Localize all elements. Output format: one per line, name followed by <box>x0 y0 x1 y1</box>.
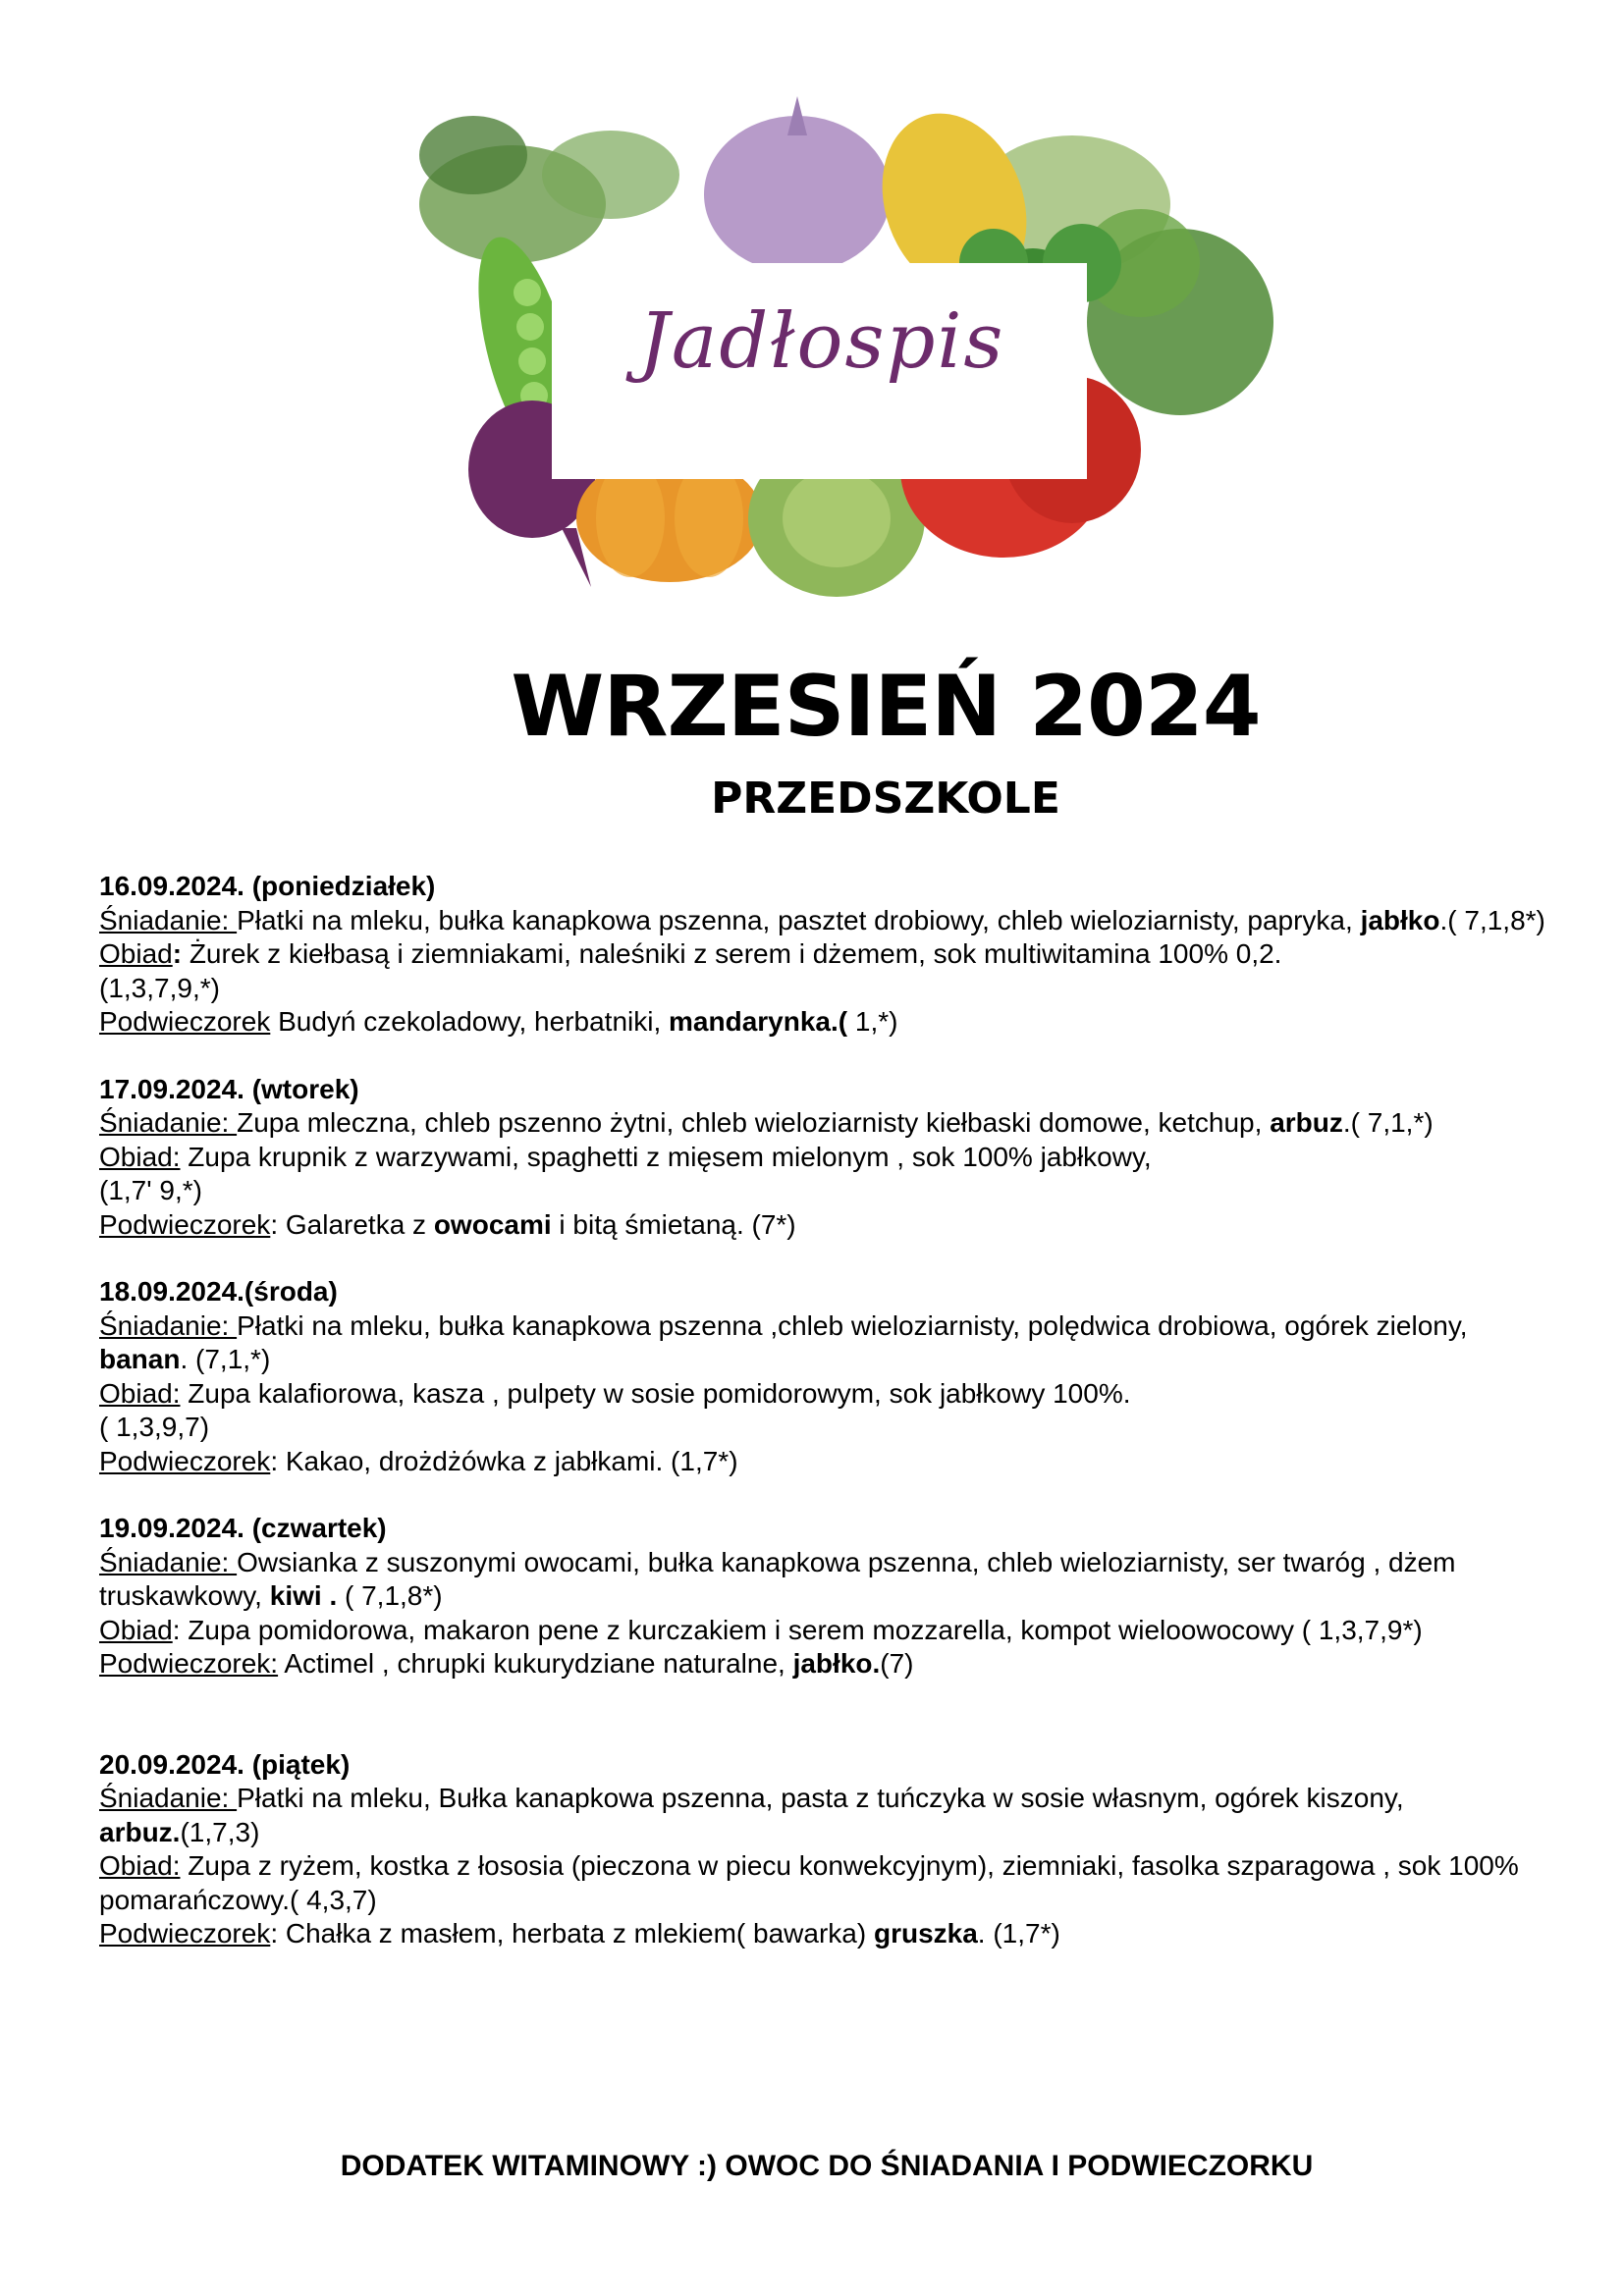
snack-text: Budyń czekoladowy, herbatniki, <box>270 1006 670 1037</box>
breakfast-label: Śniadanie: <box>99 1309 238 1341</box>
breakfast-label: Śniadanie: <box>99 1546 238 1577</box>
breakfast-line <box>99 1782 1552 1849</box>
snack-text: : Chałka z masłem, herbata z mlekiem( bawarka) <box>270 1918 874 1949</box>
lunch-line <box>99 1377 1552 1445</box>
breakfast-line <box>99 1106 1552 1141</box>
breakfast-fruit: kiwi . <box>269 1580 338 1611</box>
breakfast-line <box>99 1309 1552 1377</box>
page-subtitle: PRZEDSZKOLE <box>711 774 1060 824</box>
day-monday <box>99 870 1552 1040</box>
lunch-label: Obiad: <box>99 1141 181 1172</box>
breakfast-allergens: . (7,1,*) <box>180 1344 271 1374</box>
snack-fruit: jabłko. <box>792 1648 881 1679</box>
snack-label: Podwieczorek <box>99 1006 271 1037</box>
snack-line <box>99 1005 1552 1040</box>
lunch-allergens: ( 1,3,9,7) <box>99 1412 210 1442</box>
banner-title: Jadłospis <box>638 297 1005 386</box>
breakfast-fruit: arbuz. <box>99 1816 181 1847</box>
lunch-label: Obiad: <box>99 1377 181 1409</box>
breakfast-text: Zupa mleczna, chleb pszenno żytni, chleb wieloziarnisty kiełbaski domowe, ketchup, <box>237 1107 1271 1138</box>
breakfast-fruit: banan <box>99 1344 181 1374</box>
snack-fruit: gruszka <box>873 1918 978 1949</box>
lunch-allergens: (1,3,7,9,*) <box>99 972 220 1003</box>
lunch-line <box>99 1141 1552 1208</box>
lunch-line <box>99 1849 1552 1917</box>
snack-label: Podwieczorek: <box>99 1648 279 1679</box>
breakfast-text: Płatki na mleku, bułka kanapkowa pszenna ,chleb wieloziarnisty, polędwica drobiowa, ogórek zielony, <box>237 1309 1468 1341</box>
breakfast-label: Śniadanie: <box>99 1107 238 1138</box>
lunch-allergens: (1,7' 9,*) <box>99 1175 202 1205</box>
breakfast-text: Płatki na mleku, Bułka kanapkowa pszenna, pasta z tuńczyka w sosie własnym, ogórek kiszony, <box>237 1783 1404 1813</box>
weekly-menu <box>99 870 1552 1985</box>
snack-label: Podwieczorek <box>99 1445 271 1476</box>
day-thursday <box>99 1512 1552 1682</box>
breakfast-text: Płatki na mleku, bułka kanapkowa pszenna, pasztet drobiowy, chleb wieloziarnisty, papryka, <box>237 904 1353 935</box>
lunch-text: Zupa pomidorowa, makaron pene z kurczakiem i serem mozzarella, kompot wieloowocowy ( 1,3,7,9*) <box>188 1614 1423 1645</box>
snack-line <box>99 1445 1552 1479</box>
breakfast-label: Śniadanie: <box>99 904 238 935</box>
snack-label: Podwieczorek <box>99 1208 271 1240</box>
breakfast-fruit: jabłko <box>1360 904 1440 935</box>
page-title: WRZESIEŃ 2024 <box>511 658 1261 756</box>
snack-label: Podwieczorek <box>99 1918 271 1949</box>
day-friday <box>99 1748 1552 1951</box>
day-date: 20.09.2024. (piątek) <box>99 1748 351 1780</box>
lunch-label: Obiad <box>99 1614 173 1645</box>
breakfast-allergens: .( 7,1,*) <box>1342 1107 1434 1138</box>
lunch-separator: : <box>172 1614 189 1645</box>
day-tuesday <box>99 1073 1552 1243</box>
lunch-text: Zupa z ryżem, kostka z łososia (pieczona w piecu konwekcyjnym), ziemniaki, fasolka szparagowa , sok 100% pomarańczowy.( 4,3,7) <box>99 1850 1519 1915</box>
vitamin-note: DODATEK WITAMINOWY :) OWOC DO ŚNIADANIA I PODWIECZORKU <box>340 2150 1314 2182</box>
breakfast-allergens: (1,7,3) <box>180 1816 260 1847</box>
lunch-line <box>99 1614 1552 1648</box>
snack-text: : Galaretka z <box>270 1208 434 1240</box>
snack-allergens: 1,*) <box>847 1006 898 1037</box>
lunch-separator: : <box>172 938 189 969</box>
day-wednesday <box>99 1275 1552 1478</box>
snack-fruit: mandarynka.( <box>669 1006 848 1037</box>
snack-text: : Kakao, drożdżówka z jabłkami. (1,7*) <box>270 1445 738 1476</box>
snack-fruit: owocami <box>433 1208 552 1240</box>
snack-line <box>99 1917 1552 1951</box>
snack-allergens: i bitą śmietaną. (7*) <box>551 1208 796 1240</box>
snack-line <box>99 1208 1552 1243</box>
snack-text: Actimel , chrupki kukurydziane naturalne, <box>278 1648 793 1679</box>
breakfast-allergens: .( 7,1,8*) <box>1439 904 1545 935</box>
snack-allergens: (7) <box>880 1648 914 1679</box>
breakfast-fruit: arbuz <box>1270 1107 1343 1138</box>
lunch-label: Obiad: <box>99 1850 181 1881</box>
day-date: 19.09.2024. (czwartek) <box>99 1513 387 1543</box>
lunch-text: Zupa kalafiorowa, kasza , pulpety w sosie pomidorowym, sok jabłkowy 100%. <box>180 1377 1131 1409</box>
day-date: 16.09.2024. (poniedziałek) <box>99 871 436 901</box>
breakfast-line <box>99 904 1552 938</box>
lunch-line <box>99 937 1552 1005</box>
breakfast-text: Owsianka z suszonymi owocami, bułka kanapkowa pszenna, chleb wieloziarnisty, ser twaróg , dżem truskawkowy, <box>99 1546 1456 1611</box>
jadlospis-banner <box>365 96 1282 607</box>
snack-line <box>99 1647 1552 1682</box>
lunch-text: Żurek z kiełbasą i ziemniakami, naleśniki z serem i dżemem, sok multiwitamina 100% 0,2. <box>189 938 1282 969</box>
day-date: 17.09.2024. (wtorek) <box>99 1073 359 1104</box>
snack-allergens: . (1,7*) <box>977 1918 1060 1949</box>
breakfast-line <box>99 1546 1552 1614</box>
day-date: 18.09.2024.(środa) <box>99 1276 338 1307</box>
lunch-label: Obiad <box>99 938 173 969</box>
lunch-text: Zupa krupnik z warzywami, spaghetti z mięsem mielonym , sok 100% jabłkowy, <box>180 1141 1152 1172</box>
breakfast-label: Śniadanie: <box>99 1783 238 1813</box>
breakfast-allergens: ( 7,1,8*) <box>337 1580 443 1611</box>
